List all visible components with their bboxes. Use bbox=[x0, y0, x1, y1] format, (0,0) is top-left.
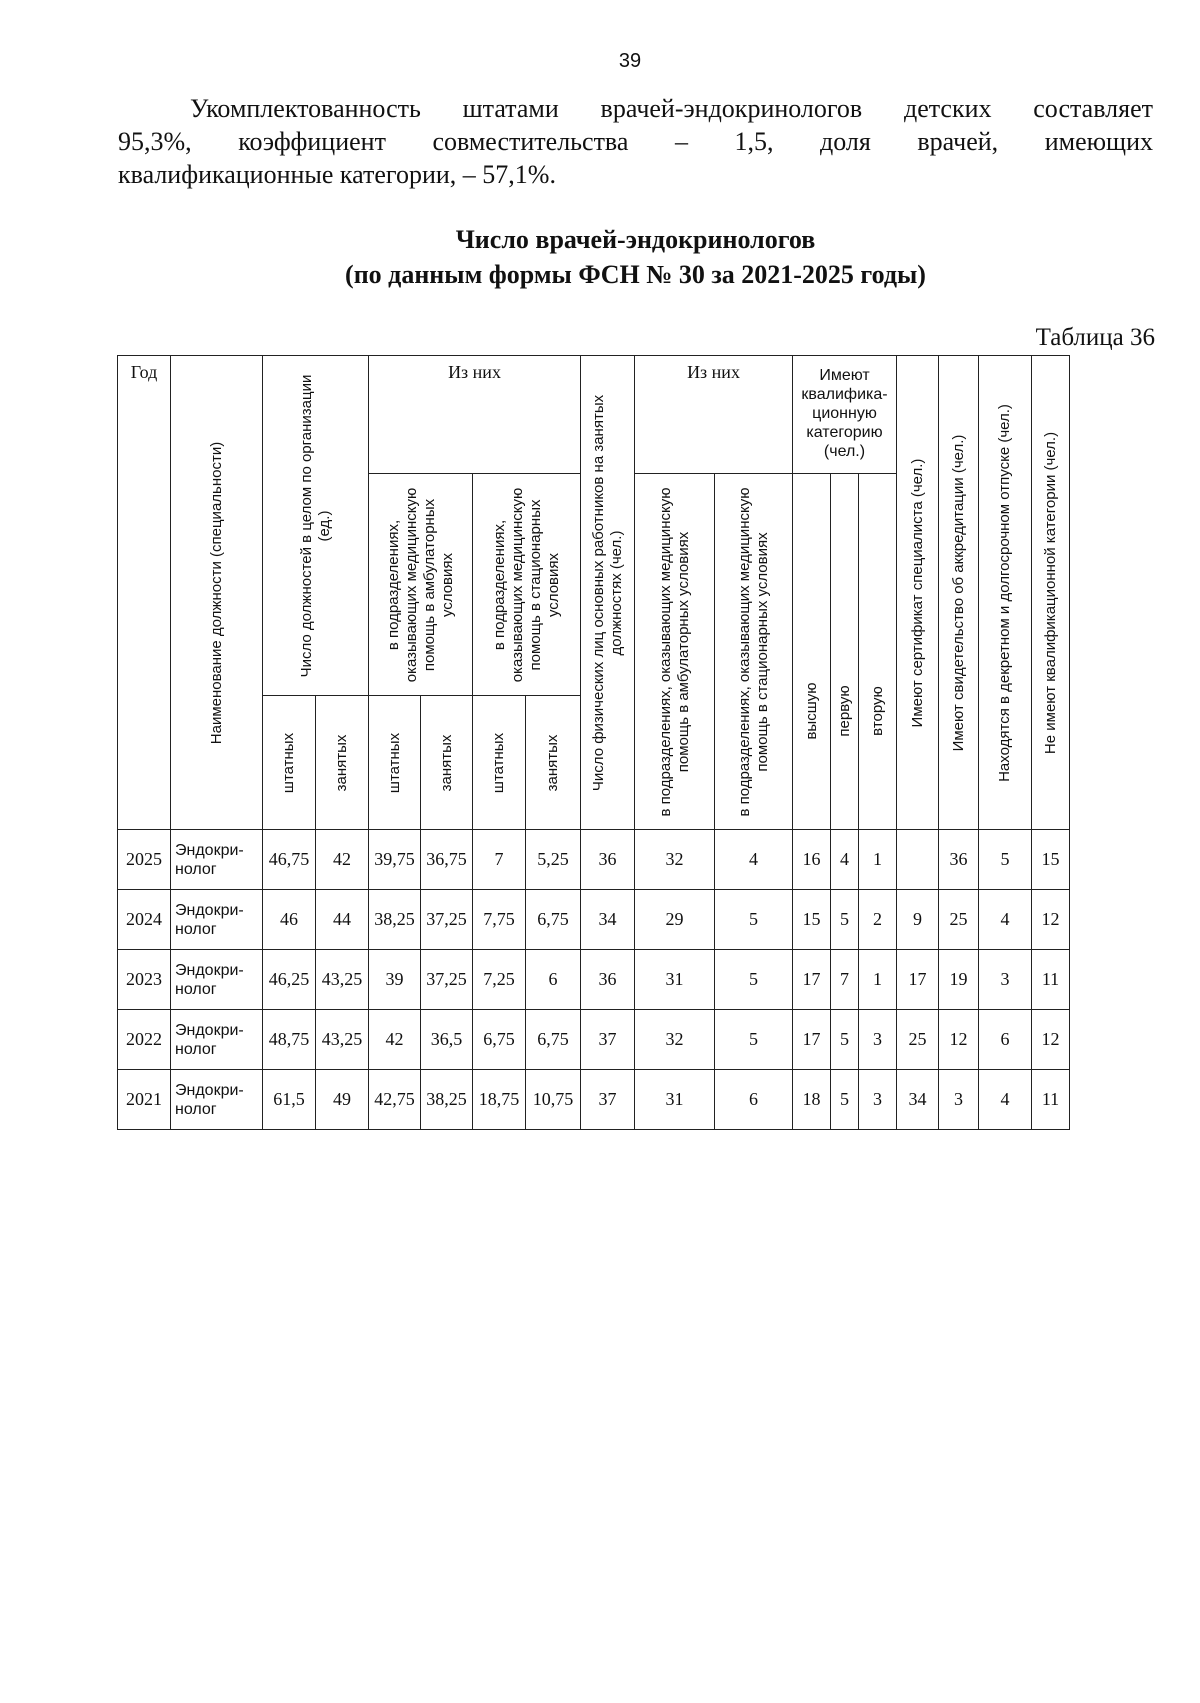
header-ambulatory-units: в подразделениях, оказывающих медицинскую помощь в амбулаторных условиях bbox=[369, 474, 473, 696]
cell-leave: 4 bbox=[979, 1070, 1032, 1130]
cell-total-occupied: 43,25 bbox=[316, 1010, 369, 1070]
header-q-highest: высшую bbox=[793, 474, 831, 830]
cell-inp-staffed: 7,25 bbox=[473, 950, 526, 1010]
cell-certificate bbox=[897, 830, 939, 890]
title-line-2: (по данным формы ФСН № 30 за 2021-2025 годы) bbox=[345, 260, 926, 289]
header-of-them-2: Из них bbox=[635, 356, 793, 474]
header-amb-occupied: занятых bbox=[421, 696, 473, 830]
cell-persons-amb: 31 bbox=[635, 950, 715, 1010]
cell-persons: 34 bbox=[581, 890, 635, 950]
cell-inp-staffed: 6,75 bbox=[473, 1010, 526, 1070]
endocrinologists-table bbox=[117, 355, 1070, 1130]
header-inp-occupied: занятых bbox=[526, 696, 581, 830]
header-no-category: Не имеют квалификационной категории (чел.) bbox=[1032, 356, 1070, 830]
cell-persons: 36 bbox=[581, 950, 635, 1010]
cell-leave: 6 bbox=[979, 1010, 1032, 1070]
intro-line-1: Укомплектованность штатами врачей-эндокринологов детских составляет bbox=[190, 94, 1153, 123]
cell-q-highest: 17 bbox=[793, 1010, 831, 1070]
cell-q-second: 1 bbox=[859, 950, 897, 1010]
cell-accreditation: 19 bbox=[939, 950, 979, 1010]
table-label: Таблица 36 bbox=[1035, 324, 1155, 351]
header-q-second: вторую bbox=[859, 474, 897, 830]
header-inpatient-units: в подразделениях, оказывающих медицинскую помощь в стационарных условиях bbox=[473, 474, 581, 696]
header-qualification: Имеют квалифика-ционную категорию (чел.) bbox=[793, 356, 897, 474]
cell-no-category: 11 bbox=[1032, 1070, 1070, 1130]
cell-total-occupied: 49 bbox=[316, 1070, 369, 1130]
cell-persons-inp: 5 bbox=[715, 890, 793, 950]
cell-accreditation: 3 bbox=[939, 1070, 979, 1130]
title-line-1: Число врачей-эндокринологов bbox=[455, 225, 816, 254]
cell-inp-occupied: 5,25 bbox=[526, 830, 581, 890]
cell-position: Эндокри-нолог bbox=[171, 890, 263, 950]
cell-persons-amb: 31 bbox=[635, 1070, 715, 1130]
cell-inp-staffed: 7,75 bbox=[473, 890, 526, 950]
cell-total-staffed: 46,25 bbox=[263, 950, 316, 1010]
cell-accreditation: 12 bbox=[939, 1010, 979, 1070]
cell-amb-occupied: 36,75 bbox=[421, 830, 473, 890]
cell-q-highest: 15 bbox=[793, 890, 831, 950]
header-inp-staffed: штатных bbox=[473, 696, 526, 830]
cell-amb-occupied: 38,25 bbox=[421, 1070, 473, 1130]
cell-amb-staffed: 42 bbox=[369, 1010, 421, 1070]
header-certificate: Имеют сертификат специалиста (чел.) bbox=[897, 356, 939, 830]
cell-persons-amb: 29 bbox=[635, 890, 715, 950]
cell-amb-staffed: 38,25 bbox=[369, 890, 421, 950]
cell-amb-staffed: 39,75 bbox=[369, 830, 421, 890]
cell-no-category: 11 bbox=[1032, 950, 1070, 1010]
cell-amb-occupied: 37,25 bbox=[421, 950, 473, 1010]
cell-amb-staffed: 42,75 bbox=[369, 1070, 421, 1130]
cell-certificate: 25 bbox=[897, 1010, 939, 1070]
cell-leave: 4 bbox=[979, 890, 1032, 950]
intro-line-3: квалификационные категории, – 57,1%. bbox=[118, 160, 556, 189]
cell-year: 2021 bbox=[118, 1070, 171, 1130]
page-number: 39 bbox=[618, 50, 642, 72]
cell-position: Эндокри-нолог bbox=[171, 950, 263, 1010]
table-row bbox=[118, 1010, 1070, 1070]
cell-total-occupied: 44 bbox=[316, 890, 369, 950]
table-row bbox=[118, 830, 1070, 890]
cell-position: Эндокри-нолог bbox=[171, 830, 263, 890]
cell-no-category: 15 bbox=[1032, 830, 1070, 890]
table-title bbox=[118, 222, 1153, 292]
header-total-occupied: занятых bbox=[316, 696, 369, 830]
header-total-staffed: штатных bbox=[263, 696, 316, 830]
cell-q-first: 5 bbox=[831, 1010, 859, 1070]
cell-q-highest: 16 bbox=[793, 830, 831, 890]
cell-persons: 36 bbox=[581, 830, 635, 890]
cell-q-second: 2 bbox=[859, 890, 897, 950]
cell-amb-occupied: 36,5 bbox=[421, 1010, 473, 1070]
cell-persons-amb: 32 bbox=[635, 830, 715, 890]
header-q-first: первую bbox=[831, 474, 859, 830]
cell-q-second: 3 bbox=[859, 1070, 897, 1130]
intro-paragraph bbox=[118, 92, 1153, 191]
cell-total-staffed: 61,5 bbox=[263, 1070, 316, 1130]
cell-q-second: 3 bbox=[859, 1010, 897, 1070]
header-position: Наименование должности (специальности) bbox=[171, 356, 263, 830]
cell-total-staffed: 48,75 bbox=[263, 1010, 316, 1070]
cell-q-second: 1 bbox=[859, 830, 897, 890]
cell-position: Эндокри-нолог bbox=[171, 1070, 263, 1130]
cell-persons: 37 bbox=[581, 1010, 635, 1070]
header-amb-staffed: штатных bbox=[369, 696, 421, 830]
cell-q-first: 5 bbox=[831, 1070, 859, 1130]
header-staff-count: Число физических лиц основных работников на занятых должностях (чел.) bbox=[581, 356, 635, 830]
cell-persons: 37 bbox=[581, 1070, 635, 1130]
cell-certificate: 34 bbox=[897, 1070, 939, 1130]
cell-no-category: 12 bbox=[1032, 890, 1070, 950]
cell-inp-occupied: 6,75 bbox=[526, 890, 581, 950]
intro-line-2: 95,3%, коэффициент совместительства – 1,5, доля врачей, имеющих bbox=[118, 127, 1153, 156]
table-row bbox=[118, 1070, 1070, 1130]
cell-persons-inp: 5 bbox=[715, 950, 793, 1010]
header-staff-ambulatory: в подразделениях, оказывающих медицинскую помощь в амбулаторных условиях bbox=[635, 474, 715, 830]
table-row bbox=[118, 950, 1070, 1010]
header-of-them-1: Из них bbox=[369, 356, 581, 474]
cell-accreditation: 36 bbox=[939, 830, 979, 890]
cell-inp-occupied: 6,75 bbox=[526, 1010, 581, 1070]
cell-year: 2024 bbox=[118, 890, 171, 950]
cell-q-first: 7 bbox=[831, 950, 859, 1010]
cell-year: 2022 bbox=[118, 1010, 171, 1070]
cell-q-highest: 17 bbox=[793, 950, 831, 1010]
cell-persons-amb: 32 bbox=[635, 1010, 715, 1070]
cell-certificate: 9 bbox=[897, 890, 939, 950]
header-leave: Находятся в декретном и долгосрочном отпуске (чел.) bbox=[979, 356, 1032, 830]
cell-certificate: 17 bbox=[897, 950, 939, 1010]
cell-inp-occupied: 10,75 bbox=[526, 1070, 581, 1130]
cell-amb-occupied: 37,25 bbox=[421, 890, 473, 950]
cell-year: 2023 bbox=[118, 950, 171, 1010]
cell-total-occupied: 43,25 bbox=[316, 950, 369, 1010]
cell-total-occupied: 42 bbox=[316, 830, 369, 890]
cell-total-staffed: 46 bbox=[263, 890, 316, 950]
cell-leave: 3 bbox=[979, 950, 1032, 1010]
cell-accreditation: 25 bbox=[939, 890, 979, 950]
cell-inp-staffed: 7 bbox=[473, 830, 526, 890]
cell-q-first: 5 bbox=[831, 890, 859, 950]
cell-leave: 5 bbox=[979, 830, 1032, 890]
table-row bbox=[118, 890, 1070, 950]
cell-q-first: 4 bbox=[831, 830, 859, 890]
cell-amb-staffed: 39 bbox=[369, 950, 421, 1010]
cell-total-staffed: 46,75 bbox=[263, 830, 316, 890]
cell-inp-staffed: 18,75 bbox=[473, 1070, 526, 1130]
cell-persons-inp: 6 bbox=[715, 1070, 793, 1130]
header-accreditation: Имеют свидетельство об аккредитации (чел.) bbox=[939, 356, 979, 830]
cell-q-highest: 18 bbox=[793, 1070, 831, 1130]
cell-year: 2025 bbox=[118, 830, 171, 890]
cell-position: Эндокри-нолог bbox=[171, 1010, 263, 1070]
cell-persons-inp: 5 bbox=[715, 1010, 793, 1070]
cell-no-category: 12 bbox=[1032, 1010, 1070, 1070]
cell-inp-occupied: 6 bbox=[526, 950, 581, 1010]
cell-persons-inp: 4 bbox=[715, 830, 793, 890]
header-staff-inpatient: в подразделениях, оказывающих медицинскую помощь в стационарных условиях bbox=[715, 474, 793, 830]
header-positions-total: Число должностей в целом по организации (ед.) bbox=[263, 356, 369, 696]
header-year: Год bbox=[118, 356, 171, 830]
